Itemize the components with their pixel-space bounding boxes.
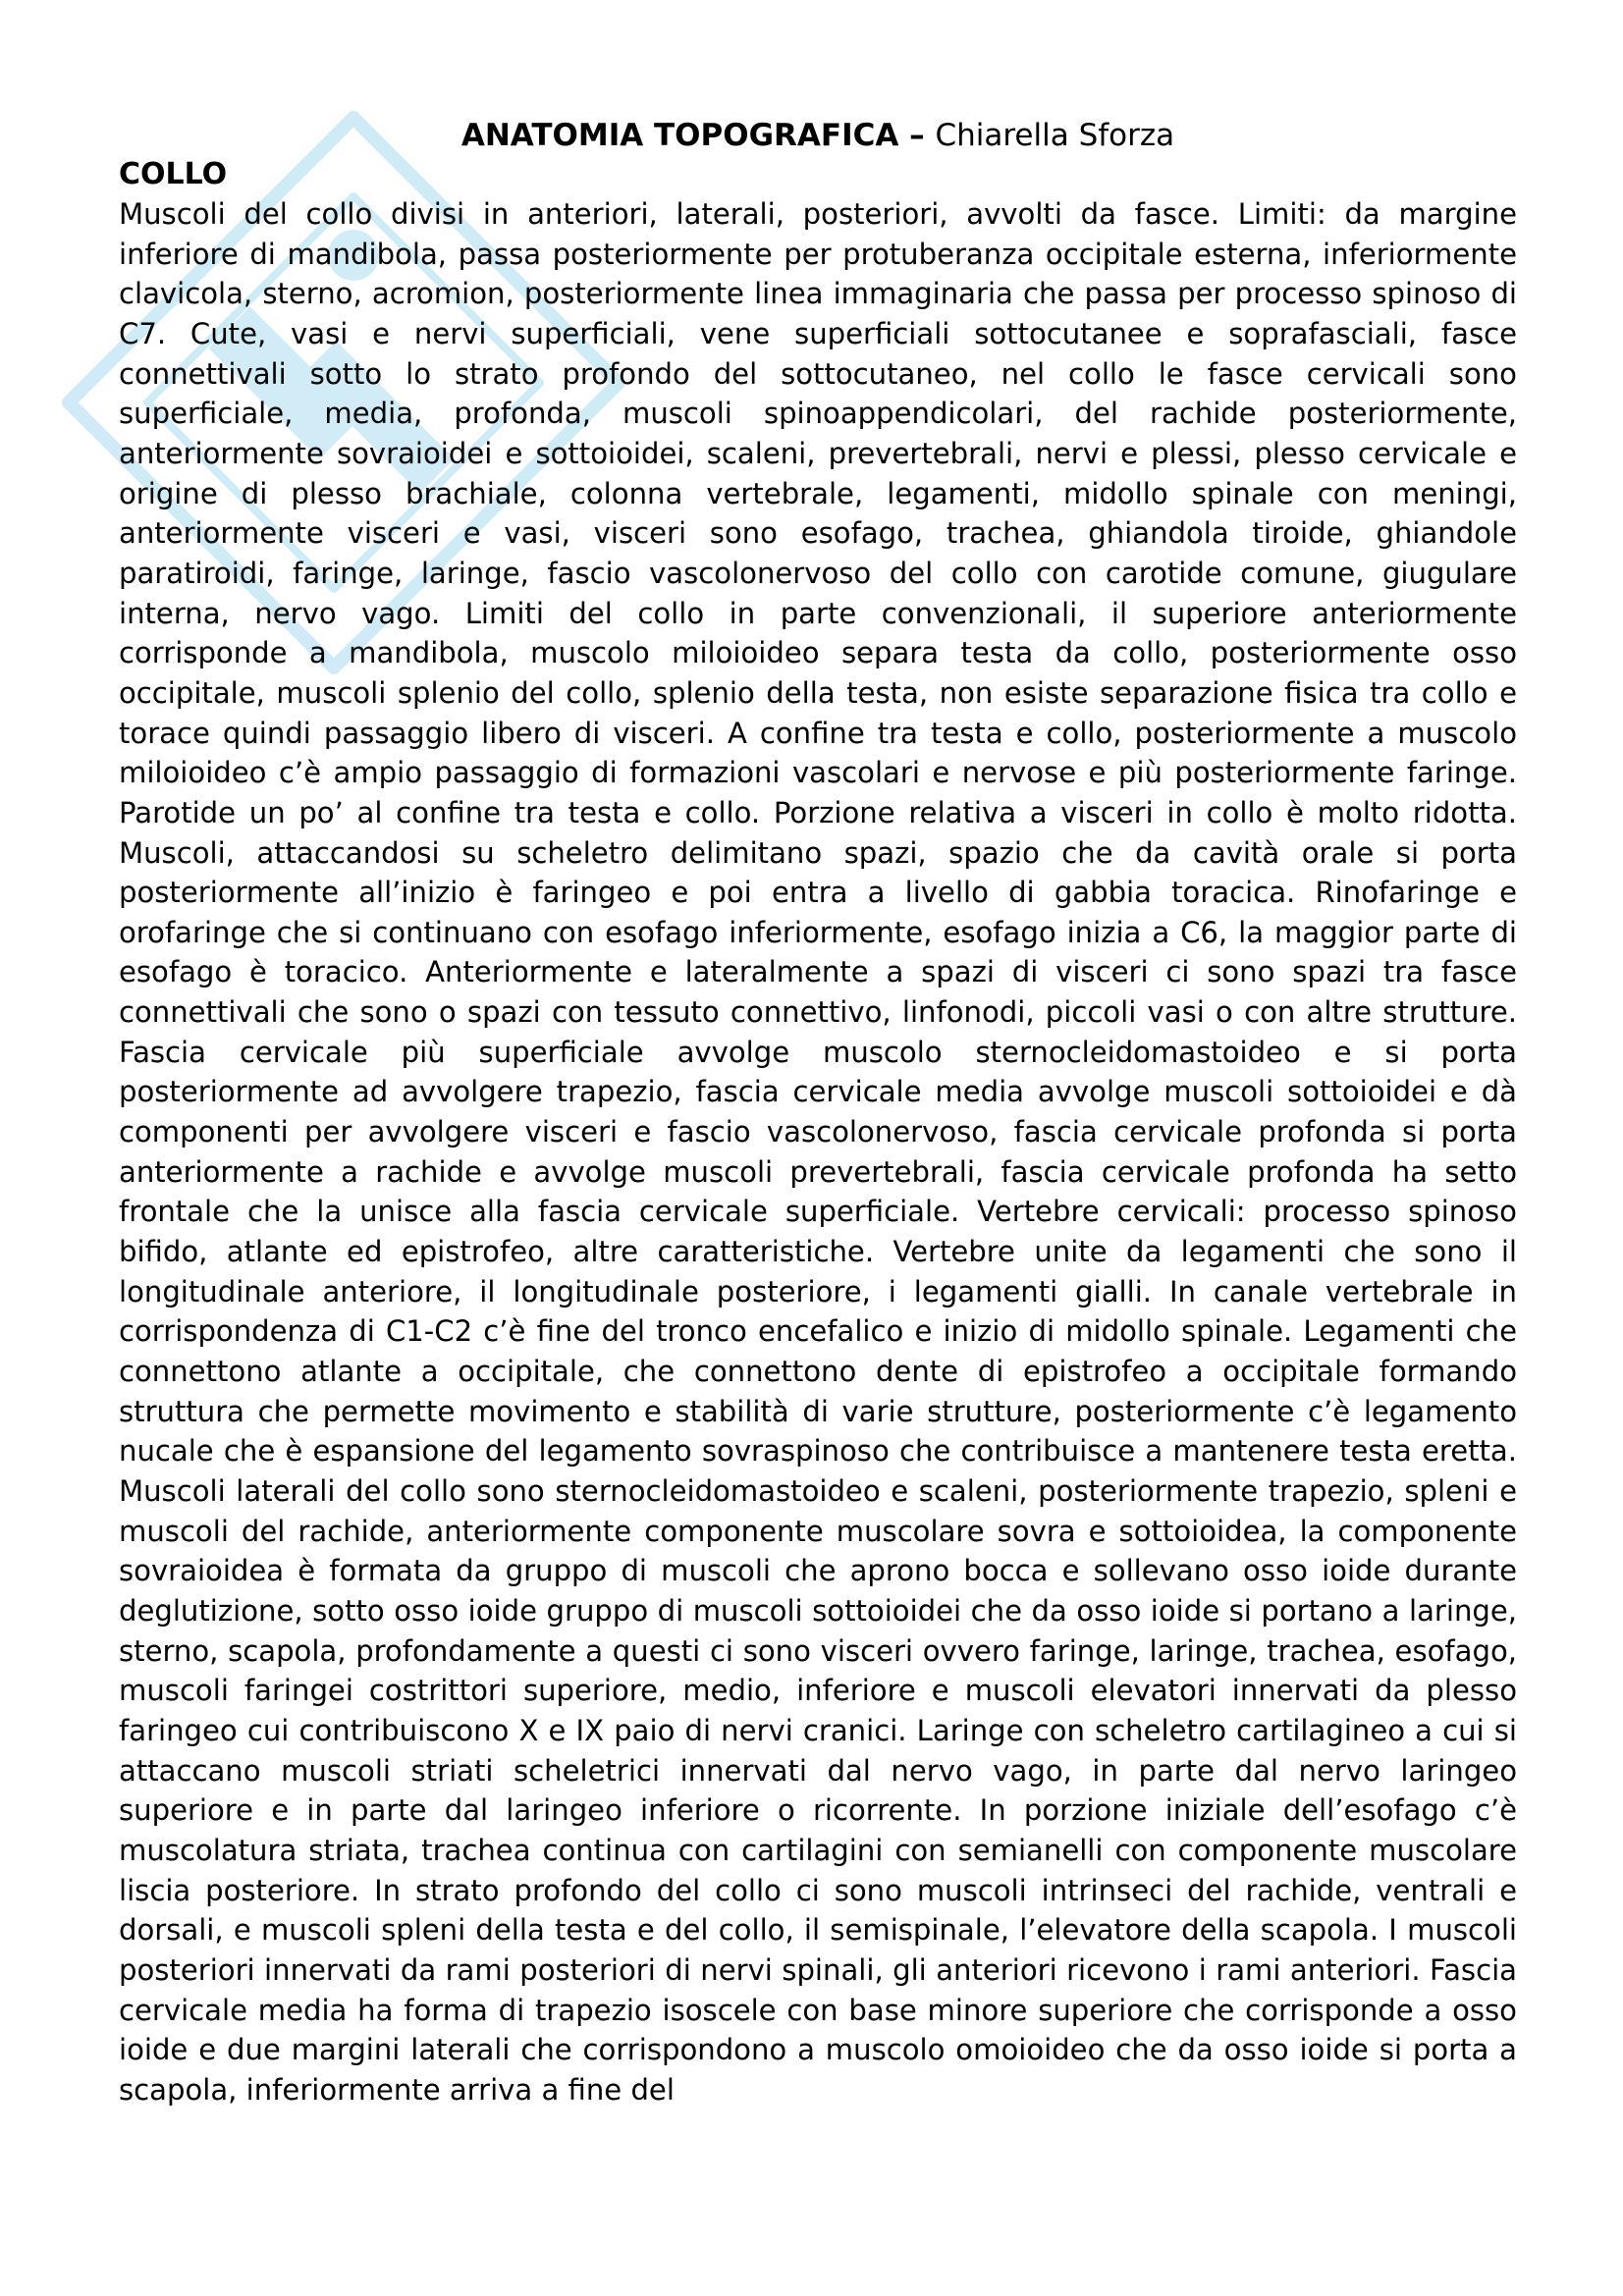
title-separator: – xyxy=(898,118,936,153)
document-title: ANATOMIA TOPOGRAFICA xyxy=(460,118,899,153)
author-name: Chiarella Sforza xyxy=(935,118,1175,153)
section-heading: COLLO xyxy=(119,157,228,191)
document-header xyxy=(119,116,1517,155)
body-paragraph: Muscoli del collo divisi in anteriori, laterali, posteriori, avvolti da fasce. Limiti: da margine inferiore di mandibola, passa posteriormente per protuberanza occipitale esterna, inferiormente clavicola, sterno, acromion, posteriormente linea immaginaria che passa per processo spinoso di C7. Cute, vasi e nervi superficiali, vene superficiali sottocutanee e soprafasciali, fasce connettivali sotto lo strato profondo del sottocutaneo, nel collo le fasce cervicali sono superficiale, media, profonda, muscoli spinoappendicolari, del rachide posteriormente, anteriormente sovraioidei e sottoioidei, scaleni, prevertebrali, nervi e plessi, plesso cervicale e origine di plesso brachiale, colonna vertebrale, legamenti, midollo spinale con meningi, anteriormente visceri e vasi, visceri sono esofago, trachea, ghiandola tiroide, ghiandole paratiroidi, faringe, laringe, fascio vascolonervoso del collo con carotide comune, giugulare interna, nervo vago. Limiti del collo in parte convenzionali, il superiore anteriormente corrisponde a mandibola, muscolo miloioideo separa testa da collo, posteriormente osso occipitale, muscoli splenio del collo, splenio della testa, non esiste separazione fisica tra collo e torace quindi passaggio libero di visceri. A confine tra testa e collo, posteriormente a muscolo miloioideo c’è ampio passaggio di formazioni vascolari e nervose e più posteriormente faringe. Parotide un po’ al confine tra testa e collo. Porzione relativa a visceri in collo è molto ridotta. Muscoli, attaccandosi su scheletro delimitano spazi, spazio che da cavità orale si porta posteriormente all’inizio è faringeo e poi entra a livello di gabbia toracica. Rinofaringe e orofaringe che si continuano con esofago inferiormente, esofago inizia a C6, la maggior parte di esofago è toracico. Anteriormente e lateralmente a spazi di visceri ci sono spazi tra fasce connettivali che sono o spazi con tessuto connettivo, linfonodi, piccoli vasi o con altre strutture. Fascia cervicale più superficiale avvolge muscolo sternocleidomastoideo e si porta posteriormente ad avvolgere trapezio, fascia cervicale media avvolge muscoli sottoioidei e dà componenti per avvolgere visceri e fascio vascolonervoso, fascia cervicale profonda si porta anteriormente a rachide e avvolge muscoli prevertebrali, fascia cervicale profonda ha setto frontale che la unisce alla fascia cervicale superficiale. Vertebre cervicali: processo spinoso bifido, atlante ed epistrofeo, altre caratteristiche. Vertebre unite da legamenti che sono il longitudinale anteriore, il longitudinale posteriore, i legamenti gialli. In canale vertebrale in corrispondenza di C1-C2 c’è fine del tronco encefalico e inizio di midollo spinale. Legamenti che connettono atlante a occipitale, che connettono dente di epistrofeo a occipitale formando struttura che permette movimento e stabilità di varie strutture, posteriormente c’è legamento nucale che è espansione del legamento sovraspinoso che contribuisce a mantenere testa eretta. Muscoli laterali del collo sono sternocleidomastoideo e scaleni, posteriormente trapezio, spleni e muscoli del rachide, anteriormente componente muscolare sovra e sottoioidea, la componente sovraioidea è formata da gruppo di muscoli che aprono bocca e sollevano osso ioide durante deglutizione, sotto osso ioide gruppo di muscoli sottoioidei che da osso ioide si portano a laringe, sterno, scapola, profondamente a questi ci sono visceri ovvero faringe, laringe, trachea, esofago, muscoli faringei costrittori superiore, medio, inferiore e muscoli elevatori innervati da plesso faringeo cui contribuiscono X e IX paio di nervi cranici. Laringe con scheletro cartilagineo a cui si attaccano muscoli striati scheletrici innervati dal nervo vago, in parte dal nervo laringeo superiore e in parte dal laringeo inferiore o ricorrente. In porzione iniziale dell’esofago c’è muscolatura striata, trachea continua con cartilagini con semianelli con componente muscolare liscia posteriore. In strato profondo del collo ci sono muscoli intrinseci del rachide, ventrali e dorsali, e muscoli spleni della testa e del collo, il semispinale, l’elevatore della scapola. I muscoli posteriori innervati da rami posteriori di nervi spinali, gli anteriori ricevono i rami anteriori. Fascia cervicale media ha forma di trapezio isoscele con base minore superiore che corrisponde a osso ioide e due margini laterali che corrispondono a muscolo omoioideo che da osso ioide si porta a scapola, inferiormente arriva a fine del xyxy=(119,197,1517,2107)
